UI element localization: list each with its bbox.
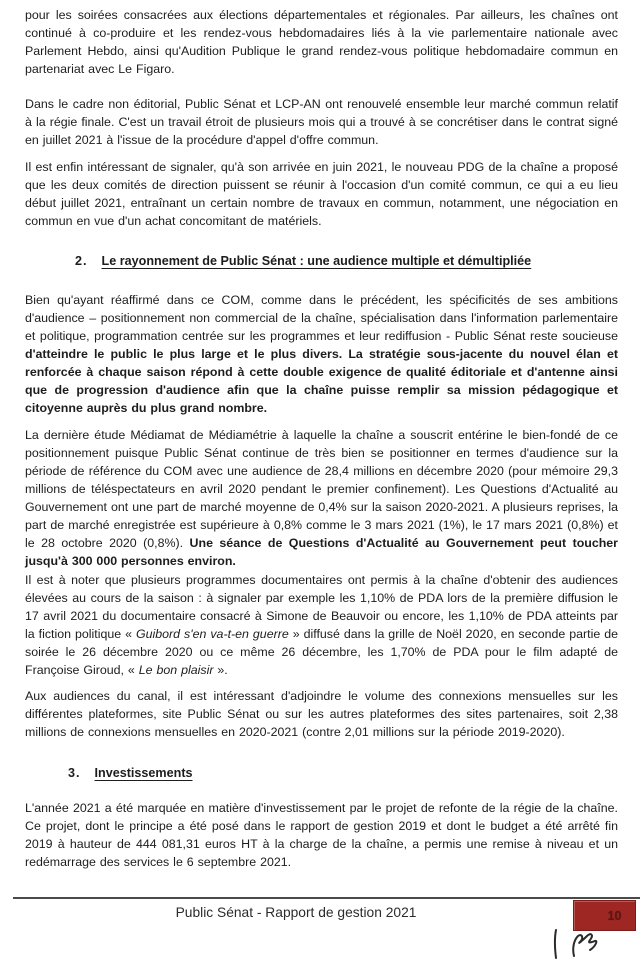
section-heading-2-number: 2.: [75, 254, 88, 268]
paragraph-5-bold-text: Une séance de Questions d'Actualité au Gouvernement peut toucher jusqu'à 300 000 personnes environ.: [25, 536, 619, 568]
paragraph-8: [25, 799, 618, 871]
footer-title: Public Sénat - Rapport de gestion 2021: [175, 905, 417, 920]
section-heading-3-number: 3.: [68, 766, 81, 780]
handwritten-initials-icon: [548, 926, 610, 962]
paragraph-8-text: L'année 2021 a été marquée en matière d'investissement par le projet de refonte de la régie de la chaîne. Ce projet, dont le principe a été posé dans le rapport de gestion 2019 et dont le budget a été arrêté fin 2019 à hauteur de 444 081,31 euros HT à la charge de la chaîne, a permis une remise à niveau et un redémarrage des services le 6 septembre 2021.: [25, 801, 618, 869]
paragraph-2-text: Dans le cadre non éditorial, Public Sénat et LCP-AN ont renouvelé ensemble leur marché commun relatif à la régie finale. C'est un travail étroit de plusieurs mois qui a trouvé à se concrétiser dans le contrat signé en juillet 2021 à l'issue de la procédure d'appel d'offre commun.: [25, 97, 618, 147]
paragraph-3-text: Il est enfin intéressant de signaler, qu'à son arrivée en juin 2021, le nouveau PDG de la chaîne a proposé que les deux comités de direction puissent se réunir à l'occasion d'un comité commun, ce qui a eu lieu début juillet 2021, entraînant un certain nombre de travaux en commun, notamment, une négociation en commun en vue d'un achat concomitant de matériels.: [25, 160, 618, 228]
paragraph-7-text: Aux audiences du canal, il est intéressant d'adjoindre le volume des connexions mensuelles sur les différentes plateformes, site Public Sénat ou sur les autres plateformes des sites partenaires, soit 2,38 millions de connexions mensuelles en 2020-2021 (contre 2,01 millions sur la période 2019-2020).: [25, 689, 618, 739]
footer-divider: [13, 897, 640, 899]
paragraph-6-text-2: » diffusé dans la grille de Noël 2020, en seconde partie de soirée le 26 décembre 2020 ou ce même 26 décembre, les 1,70% de PDA pour le film adapté de Françoise Giroud, «: [25, 627, 618, 677]
paragraph-6-text-3: ».: [213, 663, 228, 677]
paragraph-6-italic-title-1: Guibord s'en va-t-en guerre: [135, 627, 289, 641]
section-heading-3: [68, 766, 193, 780]
paragraph-7: [25, 687, 618, 741]
section-heading-2-label: Le rayonnement de Public Sénat : une audience multiple et démultipliée: [101, 254, 532, 268]
paragraph-5-text: La dernière étude Médiamat de Médiamétrie à laquelle la chaîne a souscrit entérine le bien-fondé de ce positionnement puisque Public Sénat continue de très bien se positionner en termes d'audience sur la période de référence du COM avec une audience de 28,4 millions en décembre 2020 (pour mémoire 29,3 millions de téléspectateurs en avril 2020 pendant le premier confinement). Les Questions d'Actualité au Gouvernement ont une part de marché moyenne de 0,4% sur la saison 2020-2021. A plusieurs reprises, la part de marché enregistrée est supérieure à 0,8% comme le 3 mars 2021 (1%), le 17 mars 2021 (0,8%) et le 28 octobre 2020 (0,8%).: [25, 428, 618, 550]
paragraph-1-text: pour les soirées consacrées aux élections départementales et régionales. Par ailleurs, les chaînes ont continué à co-produire et les rendez-vous hebdomadaires liés à la vie parlementaire nationale avec Parlement Hebdo, ainsi qu'Audition Publique le grand rendez-vous politique hebdomadaire commun en partenariat avec Le Figaro.: [25, 8, 618, 76]
paragraph-4-bold-text: d'atteindre le public le plus large et le plus divers. La stratégie sous-jacente du nouvel élan et renforcée à chaque saison répond à cette double exigence de qualité éditoriale et d'antenne ainsi que de progression d'audience afin que la chaîne puisse remplir sa mission pédagogique et citoyenne auprès du plus grand nombre.: [25, 347, 618, 415]
paragraph-4-text: Bien qu'ayant réaffirmé dans ce COM, comme dans le précédent, les spécificités de ses ambitions d'audience – positionnement non commercial de la chaîne, spécialisation dans l'information parlementaire et politique, programmation centrée sur les programmes et leur rediffusion - Public Sénat reste soucieuse: [25, 293, 618, 343]
paragraph-6-italic-title-2: Le bon plaisir: [138, 663, 214, 677]
paragraph-6: [25, 571, 618, 679]
paragraph-5: [25, 426, 618, 570]
page-number: 10: [607, 908, 622, 923]
paragraph-4: [25, 291, 618, 417]
paragraph-2: [25, 95, 618, 149]
paragraph-6-text: Il est à noter que plusieurs programmes documentaires ont permis à la chaîne d'obtenir des audiences élevées au cours de la saison : à signaler par exemple les 1,10% de PDA lors de la première diffusion le 17 avril 2021 du documentaire consacré à Simone de Beauvoir ou encore, les 1,10% de PDA atteints par la fiction politique «: [25, 573, 618, 641]
section-heading-3-label: Investissements: [94, 766, 193, 780]
section-heading-2: [75, 254, 531, 268]
paragraph-1: [25, 6, 618, 78]
paragraph-3: [25, 158, 618, 230]
